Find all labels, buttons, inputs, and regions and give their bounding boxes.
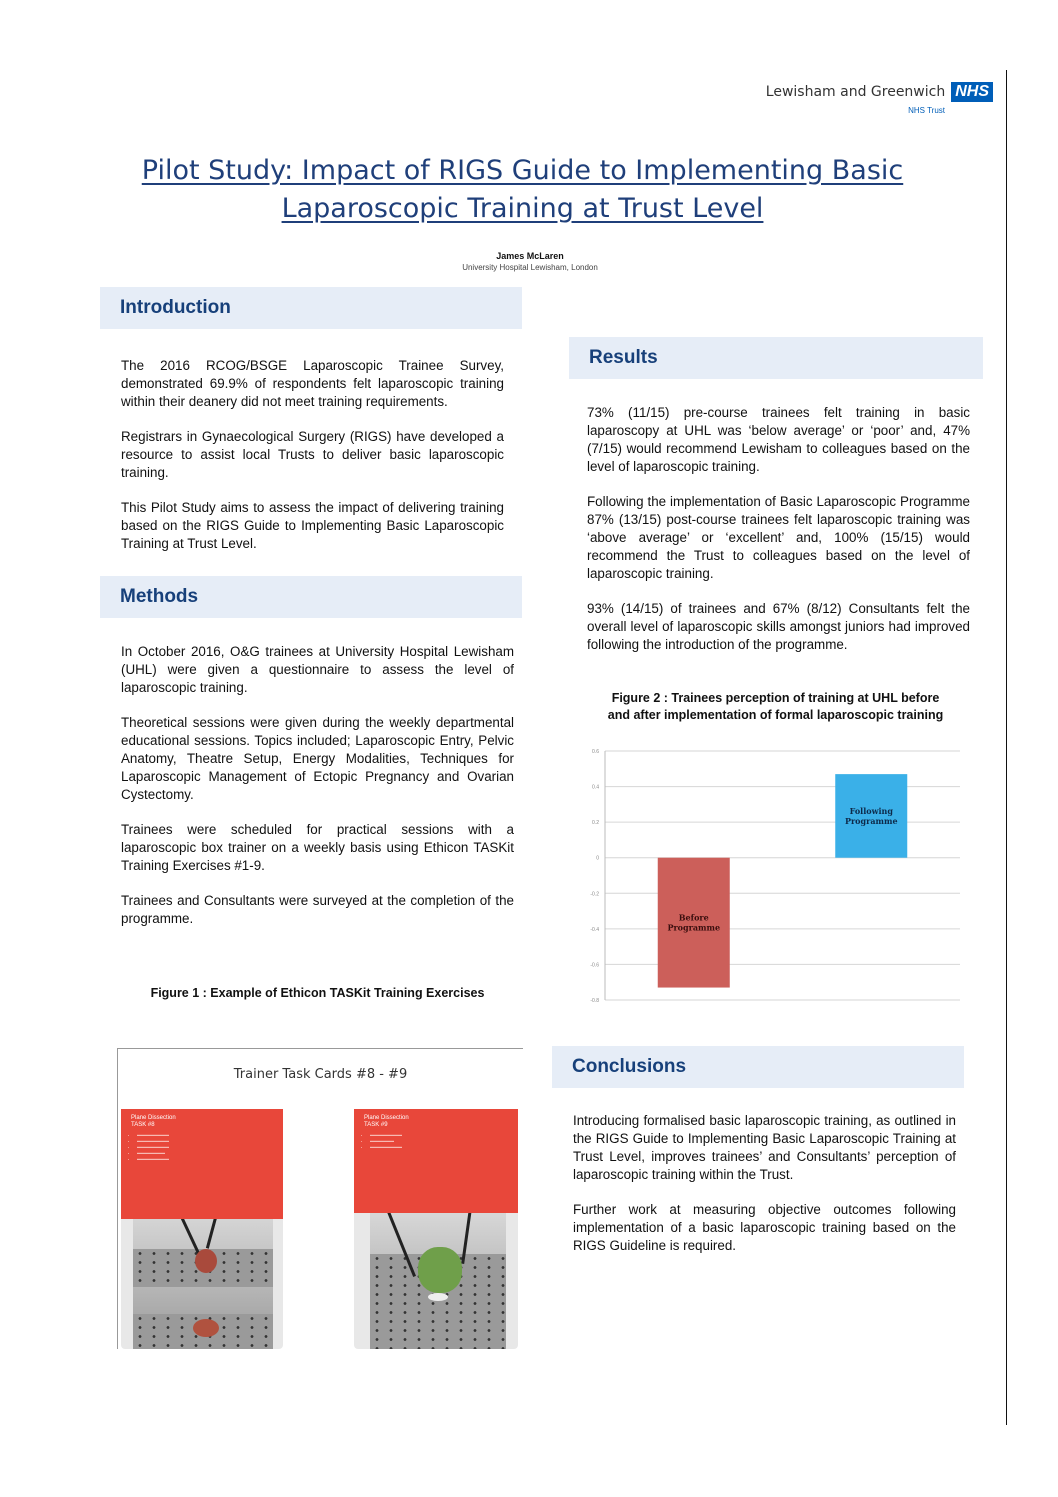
- conclusions-paragraph: Introducing formalised basic laparoscopic training, as outlined in the RIGS Guide to Implementing Basic Laparoscopic Training at Trust Level, improves trainees’ and Consultants’ perception of laparoscopic training within the Trust.: [573, 1113, 956, 1182]
- author-name: James McLaren: [496, 251, 564, 261]
- figure-1-caption: Figure 1 : Example of Ethicon TASKit Training Exercises: [150, 986, 485, 1000]
- task-8-steps: • ▬▬▬▬▬▬▬▬ • ▬▬▬▬▬▬▬▬ • ▬▬▬▬▬▬▬▬ • ▬▬▬▬▬▬▬ • ▬▬▬▬▬▬▬▬: [121, 1132, 283, 1162]
- author-affiliation: University Hospital Lewisham, London: [462, 263, 598, 272]
- task-9-number: TASK #9: [364, 1122, 388, 1128]
- conclusions-body: [573, 1112, 956, 1272]
- task-9-instructions: [354, 1109, 518, 1213]
- introduction-heading: Introduction: [100, 287, 522, 329]
- task-8-heading: Plane Dissection: [131, 1115, 176, 1121]
- task-9-steps: • ▬▬▬▬▬▬▬▬ • ▬▬▬▬▬▬ • ▬▬▬▬▬▬▬▬: [354, 1132, 518, 1150]
- y-tick-label: 0.2: [592, 820, 599, 827]
- results-paragraph: Following the implementation of Basic Laparoscopic Programme 87% (13/15) post-course trainees felt laparoscopic training was ‘above average’ or ‘excellent’ and, 100% (15/15) would recommend the Trust to colleagues based on the level of laparoscopic training.: [587, 494, 970, 581]
- results-body: [587, 404, 970, 671]
- task-cards-title: Trainer Task Cards #8 - #9: [233, 1067, 408, 1082]
- methods-paragraph: Theoretical sessions were given during the weekly departmental educational sessions. Topics included; Laparoscopic Entry, Pelvic Anatomy, Theatre Setup, Energy Modalities, Techniques for Laparoscopic Management of Ectopic Pregnancy and Ovarian Cystectomy.: [121, 715, 514, 802]
- y-tick-label: -0.4: [590, 926, 599, 933]
- task-9-photo: [370, 1209, 506, 1349]
- nhs-badge: NHS: [951, 82, 993, 102]
- figure-2-caption-line-2: and after implementation of formal laparoscopic training: [607, 708, 944, 722]
- results-paragraph: 73% (11/15) pre-course trainees felt training in basic laparoscopy at UHL was ‘below average’ or ‘poor’ and, 47% (7/15) would recommend Lewisham to colleagues based on the level of laparoscopic training.: [587, 405, 970, 474]
- bar-label: Before Programme: [667, 912, 721, 933]
- figure-2-bar-chart: [570, 740, 970, 1010]
- y-tick-label: 0.6: [592, 749, 599, 755]
- intro-paragraph: The 2016 RCOG/BSGE Laparoscopic Trainee Survey, demonstrated 69.9% of respondents felt laparoscopic training within their deanery did not meet training requirements.: [121, 358, 504, 409]
- methods-heading: Methods: [100, 576, 522, 618]
- conclusions-paragraph: Further work at measuring objective outcomes following implementation of a basic laparoscopic training based on the RIGS Guideline is required.: [573, 1202, 956, 1253]
- title-line-2: Laparoscopic Training at Trust Level: [281, 193, 764, 224]
- intro-paragraph: This Pilot Study aims to assess the impact of delivering training based on the RIGS Guide to Implementing Basic Laparoscopic Training at Trust Level.: [121, 500, 504, 551]
- task-card-9: [354, 1109, 518, 1349]
- task-8-photo: [133, 1209, 273, 1349]
- y-tick-label: 0: [596, 855, 599, 862]
- figure-1-task-cards-image: [117, 1048, 523, 1349]
- methods-paragraph: Trainees and Consultants were surveyed at the completion of the programme.: [121, 893, 514, 926]
- task-8-instructions: [121, 1109, 283, 1219]
- nhs-trust-logo: [766, 82, 993, 115]
- y-tick-label: -0.2: [590, 891, 599, 898]
- y-tick-label: -0.8: [590, 998, 599, 1004]
- intro-paragraph: Registrars in Gynaecological Surgery (RIGS) have developed a resource to assist local Trusts to deliver basic laparoscopic training.: [121, 429, 504, 480]
- figure-2-caption-line-1: Figure 2 : Trainees perception of training at UHL before: [611, 691, 940, 705]
- conclusions-heading: Conclusions: [552, 1046, 964, 1088]
- y-tick-label: -0.6: [590, 962, 599, 969]
- introduction-body: [121, 357, 504, 570]
- results-heading: Results: [569, 337, 983, 379]
- poster-title: [60, 152, 985, 228]
- results-paragraph: 93% (14/15) of trainees and 67% (8/12) Consultants felt the overall level of laparoscopic skills amongst juniors had improved following the introduction of the programme.: [587, 601, 970, 652]
- methods-paragraph: Trainees were scheduled for practical sessions with a laparoscopic box trainer on a weekly basis using Ethicon TASKit Training Exercises #1-9.: [121, 822, 514, 873]
- methods-paragraph: In October 2016, O&G trainees at University Hospital Lewisham (UHL) were given a questionnaire to assess the level of laparoscopic training.: [121, 644, 514, 695]
- methods-body: [121, 643, 514, 945]
- figure-2-caption: [578, 690, 973, 724]
- y-tick-label: 0.4: [592, 784, 599, 791]
- title-line-1: Pilot Study: Impact of RIGS Guide to Implementing Basic: [141, 155, 904, 186]
- task-9-heading: Plane Dissection: [364, 1115, 409, 1121]
- bar-label: Following Programme: [844, 805, 898, 826]
- page-border-line: [1006, 70, 1007, 1425]
- task-8-number: TASK #8: [131, 1122, 155, 1128]
- task-card-8: [121, 1109, 283, 1349]
- logo-name: Lewisham and Greenwich: [765, 84, 946, 100]
- logo-subtitle: NHS Trust: [908, 106, 945, 115]
